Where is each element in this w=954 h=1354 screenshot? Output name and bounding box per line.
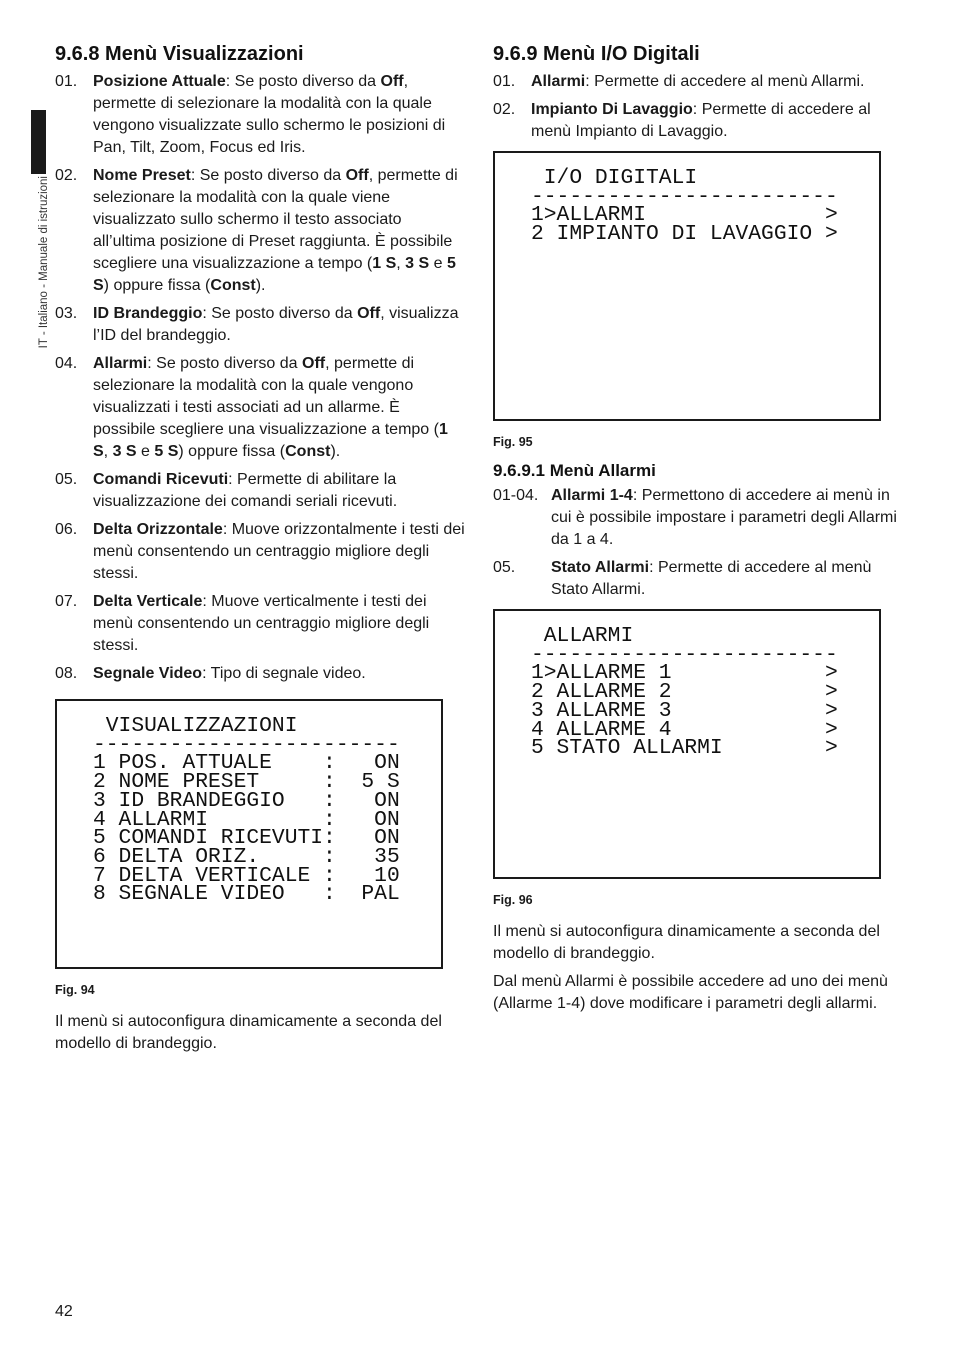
osd-menu-row: 2 NOME PRESET : 5 S (93, 770, 400, 795)
item-value-off: Off (357, 305, 381, 322)
item-number: 01. (55, 73, 78, 90)
item-separator: ) oppure fissa ( (178, 443, 286, 460)
item-number: 07. (55, 593, 78, 610)
item-number: 04. (55, 355, 78, 372)
figure-caption-96: Fig. 96 (493, 893, 533, 907)
item-text (551, 485, 898, 551)
item-option: 1 S (372, 255, 397, 272)
osd-screen-allarmi (493, 609, 881, 879)
osd-title: I/O DIGITALI (531, 166, 698, 190)
item-description-rest: , visualizza l’ID del brandeggio. (93, 305, 459, 344)
section-heading-visualizzazioni: 9.6.8 Menù Visualizzazioni (55, 43, 304, 65)
item-description-rest: , permette di selezionare la modalità con la quale viene visualizzato sullo schermo il testo associato all’ultima posizione di Preset raggiunta. È possibile scegliere una visualizzazione a tempo ( (93, 167, 458, 272)
osd-text-allarmi (531, 624, 838, 761)
item-text (93, 165, 465, 297)
item-separator: e (429, 255, 447, 272)
note-paragraph: Il menù si autoconfigura dinamicamente a seconda del modello di brandeggio. (55, 1013, 442, 1052)
list-item (55, 469, 465, 513)
item-option: Const (210, 277, 256, 294)
list-item (55, 353, 465, 463)
item-number: 08. (55, 665, 78, 682)
left-column (55, 40, 465, 1061)
item-description: : Permette di accedere al menù Stato Allarmi. (551, 559, 872, 598)
osd-menu-row: 3 ID BRANDEGGIO : ON (93, 788, 400, 813)
item-label: Comandi Ricevuti (93, 471, 229, 488)
osd-menu-row: 3 ALLARME 3 > (531, 698, 838, 723)
item-label: Nome Preset (93, 167, 191, 184)
osd-menu-row: 5 STATO ALLARMI > (531, 736, 838, 761)
item-text (93, 353, 465, 463)
item-description: : Se posto diverso da (225, 73, 381, 90)
item-label: Delta Orizzontale (93, 521, 223, 538)
list-item (55, 165, 465, 297)
osd-title: VISUALIZZAZIONI (93, 714, 298, 738)
list-item (493, 485, 898, 551)
item-label: ID Brandeggio (93, 305, 203, 322)
item-number: 02. (55, 167, 78, 184)
item-option: 1 S (93, 421, 448, 460)
item-label: Stato Allarmi (551, 559, 650, 576)
item-option: 5 S (154, 443, 179, 460)
figure-caption-94: Fig. 94 (55, 983, 95, 997)
item-label: Allarmi 1-4 (551, 487, 633, 504)
osd-menu-row: 2 ALLARME 2 > (531, 680, 838, 705)
item-description: : Se posto diverso da (190, 167, 346, 184)
note-paragraph-2: Dal menù Allarmi è possibile accedere ad uno dei menù (Allarme 1-4) dove modificare i parametri degli allarmi. (493, 973, 888, 1012)
osd-menu-row: 1 POS. ATTUALE : ON (93, 751, 400, 776)
item-option: 3 S (405, 255, 430, 272)
item-description: : Se posto diverso da (202, 305, 358, 322)
item-description: : Permettono di accedere ai menù in cui è possibile impostare i parametri degli Allarmi da 1 a 4. (551, 487, 897, 548)
item-number: 05. (55, 471, 78, 488)
osd-text-io-digitali (531, 166, 838, 247)
item-text (93, 303, 465, 347)
item-text (93, 591, 465, 657)
item-label: Allarmi (531, 73, 586, 90)
left-item-list (55, 71, 465, 685)
item-number: 06. (55, 521, 78, 538)
item-description: : Permette di accedere al menù Impianto di Lavaggio. (531, 101, 871, 140)
item-separator: ). (330, 443, 341, 460)
osd-rule: ------------------------ (531, 184, 838, 209)
item-value-off: Off (380, 73, 404, 90)
list-item (55, 591, 465, 657)
item-option: 5 S (93, 255, 456, 294)
osd-rule: ------------------------ (93, 732, 400, 757)
side-language-label: IT - Italiano - Manuale di istruzioni (38, 176, 50, 349)
item-value-off: Off (302, 355, 326, 372)
right-column (493, 40, 898, 1021)
item-number: 05. (493, 559, 516, 576)
subsection-heading-allarmi: 9.6.9.1 Menù Allarmi (493, 461, 656, 480)
figure-caption-95: Fig. 95 (493, 435, 533, 449)
item-separator: , (396, 255, 406, 272)
item-text (93, 663, 465, 685)
side-tab-marker (31, 110, 46, 174)
item-label: Segnale Video (93, 665, 203, 682)
item-text (93, 71, 465, 159)
item-number: 03. (55, 305, 78, 322)
list-item (55, 663, 465, 685)
item-label: Allarmi (93, 355, 148, 372)
item-description: : Se posto diverso da (147, 355, 303, 372)
item-description: : Muove orizzontalmente i testi dei menù consentendo un centraggio migliore degli stessi. (93, 521, 465, 582)
item-description: : Permette di abilitare la visualizzazione dei comandi seriali ricevuti. (93, 471, 398, 510)
item-number: 02. (493, 101, 516, 118)
item-text (531, 99, 898, 143)
item-separator: e (136, 443, 155, 460)
osd-menu-row: 4 ALLARMI : ON (93, 807, 400, 832)
osd-menu-row: 7 DELTA VERTICALE : 10 (93, 863, 400, 888)
item-option: Const (285, 443, 331, 460)
item-description-rest: , permette di selezionare la modalità con la quale vengono visualizzati i testi associati ad un allarme. È possibile scegliere una visualizzazione a tempo ( (93, 355, 439, 438)
right-item-list (493, 71, 898, 143)
list-item (55, 71, 465, 159)
item-text (531, 71, 898, 93)
osd-menu-row: 5 COMANDI RICEVUTI: ON (93, 826, 400, 851)
list-item (493, 71, 898, 93)
item-label: Delta Verticale (93, 593, 203, 610)
osd-menu-row: 2 IMPIANTO DI LAVAGGIO > (531, 222, 838, 247)
section-heading-io-digitali: 9.6.9 Menù I/O Digitali (493, 43, 700, 65)
osd-text-visualizzazioni (93, 714, 400, 907)
osd-title: ALLARMI (531, 624, 634, 648)
item-description: : Muove verticalmente i testi dei menù consentendo un centraggio migliore degli stessi. (93, 593, 430, 654)
right-subitem-list (493, 485, 898, 601)
item-text (93, 469, 465, 513)
osd-rule: ------------------------ (531, 642, 838, 667)
osd-menu-row: 6 DELTA ORIZ. : 35 (93, 844, 400, 869)
item-separator: ) oppure fissa ( (103, 277, 211, 294)
osd-menu-row: 4 ALLARME 4 > (531, 717, 838, 742)
osd-screen-io-digitali (493, 151, 881, 421)
item-value-off: Off (345, 167, 369, 184)
item-text (551, 557, 898, 601)
osd-menu-row: 8 SEGNALE VIDEO : PAL (93, 882, 400, 907)
osd-menu-row: 1>ALLARMI > (531, 203, 838, 228)
item-text (93, 519, 465, 585)
osd-menu-row: 1>ALLARME 1 > (531, 661, 838, 686)
page-number: 42 (55, 1303, 73, 1320)
list-item (55, 519, 465, 585)
item-description: : Tipo di segnale video. (202, 665, 366, 682)
list-item (493, 99, 898, 143)
item-option: 3 S (112, 443, 137, 460)
item-label: Posizione Attuale (93, 73, 226, 90)
osd-screen-visualizzazioni (55, 699, 443, 969)
note-paragraph-1: Il menù si autoconfigura dinamicamente a seconda del modello di brandeggio. (493, 923, 880, 962)
item-separator: ). (255, 277, 266, 294)
item-number: 01. (493, 73, 516, 90)
item-description: : Permette di accedere al menù Allarmi. (585, 73, 865, 90)
item-separator: , (103, 443, 113, 460)
item-description-rest: , permette di selezionare la modalità con la quale vengono visualizzate sullo schermo le posizioni di Pan, Tilt, Zoom, Focus ed Iris. (93, 73, 446, 156)
list-item (493, 557, 898, 601)
item-label: Impianto Di Lavaggio (531, 101, 693, 118)
list-item (55, 303, 465, 347)
item-number: 01-04. (493, 487, 539, 504)
